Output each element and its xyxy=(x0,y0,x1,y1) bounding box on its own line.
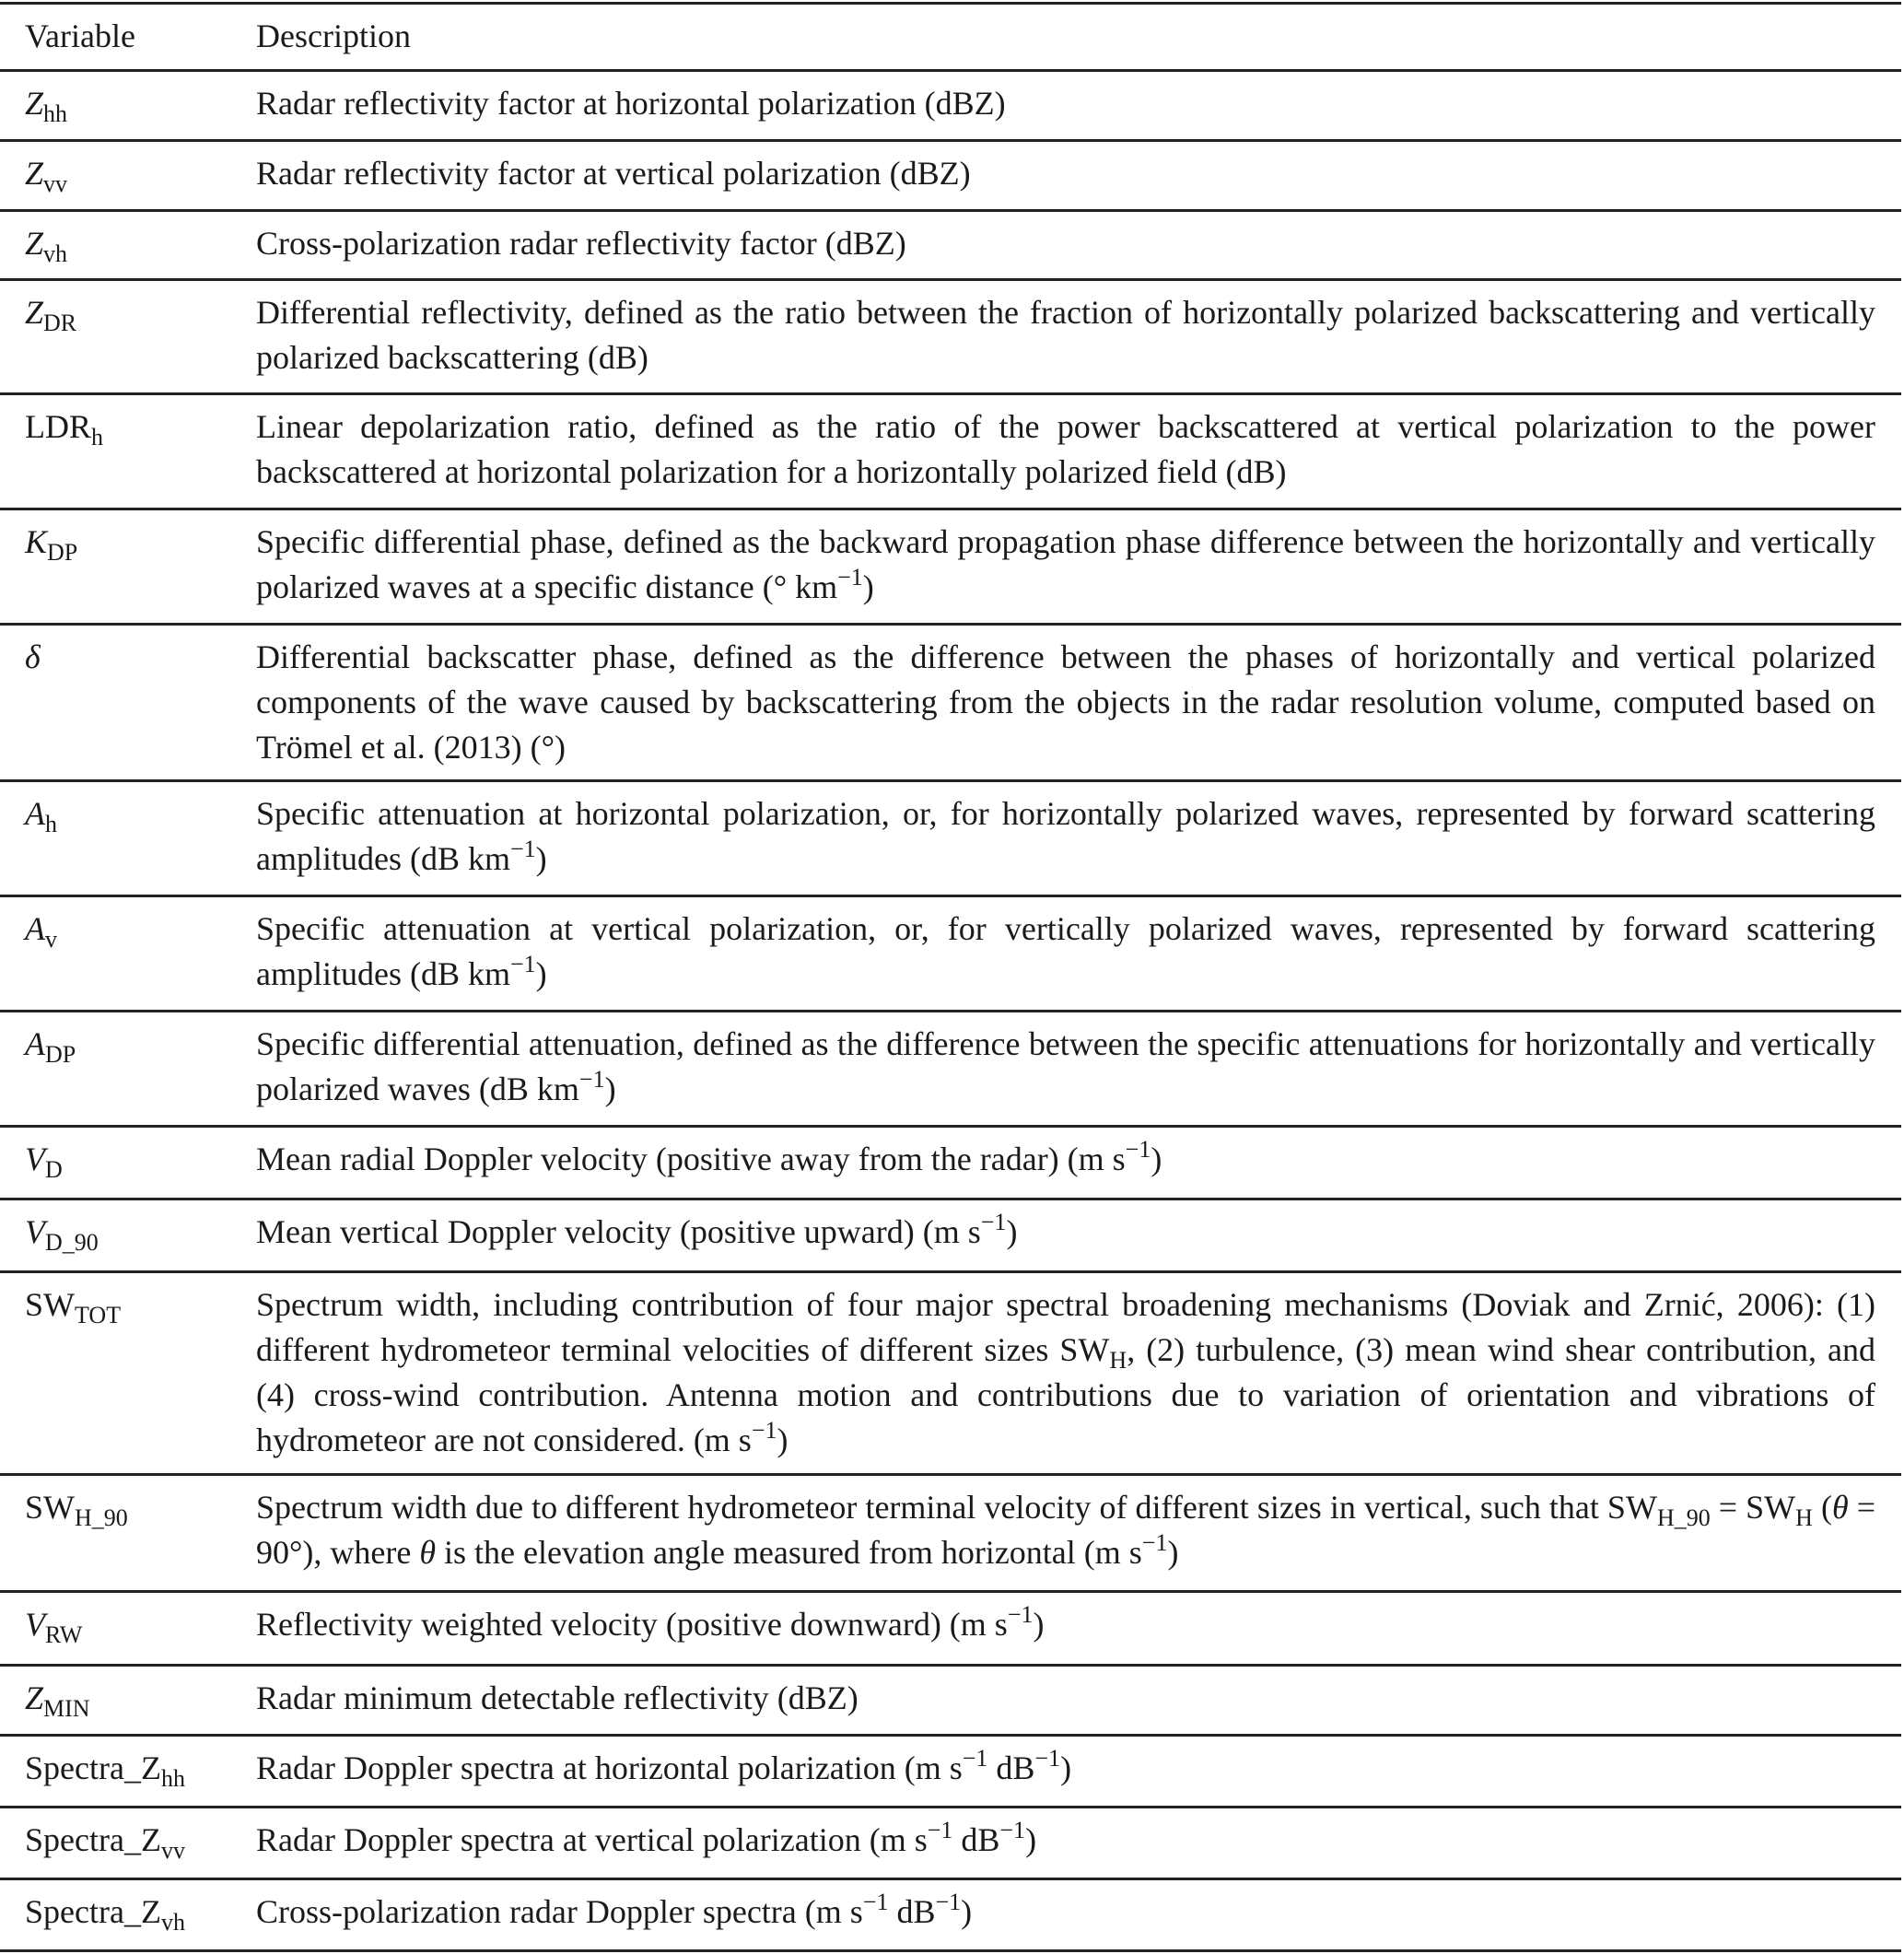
description-cell xyxy=(256,907,1901,997)
table-row xyxy=(0,212,1901,281)
variable-cell xyxy=(0,404,256,450)
variable-symbol: Spectra_Z xyxy=(25,1893,161,1930)
table-body xyxy=(0,72,1901,1952)
inline-subscript: H_90 xyxy=(1656,1504,1711,1531)
description-cell xyxy=(256,1485,1901,1575)
unit-exponent: −1 xyxy=(999,1817,1026,1843)
variable-subscript: H_90 xyxy=(75,1504,128,1531)
description-cell xyxy=(256,1210,1901,1255)
description-text: Specific differential attenuation, defined as the difference between the specific attenuations for horizontally and vertically polarized waves (dB km xyxy=(256,1025,1884,1107)
variable-subscript: TOT xyxy=(75,1302,122,1328)
variable-symbol: Z xyxy=(25,85,44,122)
description-cell xyxy=(256,1137,1901,1182)
unit-exponent: −1 xyxy=(862,1889,889,1915)
table-row xyxy=(0,1476,1901,1593)
variable-cell xyxy=(0,81,256,126)
description-text: Linear depolarization ratio, defined as the ratio of the power backscattered at vertical polarization to the power backscattered at horizontal polarization for a horizontally polarized field (dB) xyxy=(256,408,1884,490)
table-row xyxy=(0,1200,1901,1273)
unit-exponent: −1 xyxy=(509,836,536,862)
variable-cell xyxy=(0,1137,256,1182)
description-cell xyxy=(256,520,1901,610)
variable-subscript: D xyxy=(45,1156,63,1183)
description-text: ) xyxy=(604,1071,616,1107)
unit-exponent: −1 xyxy=(1141,1529,1168,1556)
description-text: ) xyxy=(535,840,547,877)
description-text: Reflectivity weighted velocity (positive downward) (m s xyxy=(256,1606,1008,1643)
variable-symbol: Z xyxy=(25,225,44,262)
table-row xyxy=(0,1667,1901,1737)
variable-symbol: Z xyxy=(25,155,44,192)
variable-subscript: h xyxy=(45,811,57,837)
unit-exponent: −1 xyxy=(980,1209,1007,1235)
variable-cell xyxy=(0,1676,256,1721)
description-text: Mean vertical Doppler velocity (positive upward) (m s xyxy=(256,1213,981,1250)
inline-subscript: H xyxy=(1795,1504,1813,1531)
variable-symbol: SW xyxy=(25,1286,75,1323)
inline-subscript: H xyxy=(1109,1347,1127,1374)
description-text: ) xyxy=(862,568,874,605)
variable-symbol: V xyxy=(25,1606,45,1643)
description-text: Specific differential phase, defined as the backward propagation phase difference between the horizontally and vertically polarized waves at a specific distance (° km xyxy=(256,523,1884,605)
unit-exponent: −1 xyxy=(751,1417,777,1444)
variable-cell xyxy=(0,1890,256,1935)
description-text: Spectrum width, including contribution of four major spectral broadening mechanisms (Doviak and Zrnić, 2006): (1) different hydrometeor terminal velocities of different sizes SW xyxy=(256,1286,1884,1368)
variable-cell xyxy=(0,635,256,680)
description-cell xyxy=(256,1746,1901,1791)
description-text: ) xyxy=(777,1422,788,1458)
description-cell xyxy=(256,151,1901,196)
table-row xyxy=(0,1737,1901,1808)
description-text: , (2) turbulence, (3) mean wind shear contribution, and (4) cross-wind contribution. Antenna motion and contributions due to variation of orientation and vibrations of hydrometeor are not considered. (m s xyxy=(256,1331,1884,1458)
description-text: dB xyxy=(888,1893,936,1930)
variable-subscript: DR xyxy=(43,310,77,336)
description-text: dB xyxy=(952,1821,1000,1858)
variable-symbol: Z xyxy=(25,1679,44,1716)
variable-cell xyxy=(0,1818,256,1863)
unit-exponent: −1 xyxy=(837,564,863,591)
description-text: Specific attenuation at horizontal polarization, or, for horizontally polarized waves, represented by forward scattering amplitudes (dB km xyxy=(256,795,1884,877)
table-row xyxy=(0,72,1901,142)
description-text: Radar reflectivity factor at vertical polarization (dBZ) xyxy=(256,155,971,192)
variable-subscript: vv xyxy=(43,170,68,197)
variable-cell xyxy=(0,1746,256,1791)
variable-symbol: SW xyxy=(25,1489,75,1526)
table-row xyxy=(0,1128,1901,1200)
description-text: Differential reflectivity, defined as the ratio between the fraction of horizontally polarized backscattering and vertically polarized backscattering (dB) xyxy=(256,294,1884,376)
unit-exponent: −1 xyxy=(1125,1136,1151,1163)
variable-cell xyxy=(0,151,256,196)
table-row xyxy=(0,1012,1901,1128)
variable-cell xyxy=(0,290,256,335)
variable-subscript: D_90 xyxy=(45,1229,99,1256)
table-row xyxy=(0,782,1901,897)
description-text: is the elevation angle measured from horizontal (m s xyxy=(436,1534,1142,1571)
table-row xyxy=(0,626,1901,782)
variable-cell xyxy=(0,1022,256,1067)
unit-exponent: −1 xyxy=(578,1066,605,1093)
table-row xyxy=(0,1808,1901,1880)
variable-symbol: Spectra_Z xyxy=(25,1821,161,1858)
unit-exponent: −1 xyxy=(962,1745,988,1772)
variables-table xyxy=(0,2,1901,1952)
description-text: ( xyxy=(1812,1489,1832,1526)
description-text: Radar minimum detectable reflectivity (dBZ) xyxy=(256,1679,859,1716)
math-symbol: θ xyxy=(419,1534,437,1571)
variable-cell xyxy=(0,1485,256,1530)
description-cell xyxy=(256,635,1901,770)
column-header-description: Description xyxy=(256,18,411,54)
variable-subscript: hh xyxy=(160,1765,185,1792)
variable-symbol: A xyxy=(25,1025,45,1062)
variable-cell xyxy=(0,1602,256,1647)
description-text: = 90°), where xyxy=(256,1489,1884,1571)
description-text: ) xyxy=(1006,1213,1018,1250)
unit-exponent: −1 xyxy=(1034,1745,1061,1772)
description-cell xyxy=(256,1818,1901,1863)
variable-subscript: DP xyxy=(45,1041,76,1068)
variable-symbol: K xyxy=(25,523,48,560)
variable-subscript: v xyxy=(45,926,57,953)
description-text: ) xyxy=(1167,1534,1179,1571)
description-text: Radar Doppler spectra at vertical polarization (m s xyxy=(256,1821,928,1858)
description-cell xyxy=(256,1890,1901,1935)
unit-exponent: −1 xyxy=(935,1889,962,1915)
description-cell xyxy=(256,290,1901,380)
description-text: Radar Doppler spectra at horizontal polarization (m s xyxy=(256,1749,963,1786)
variable-cell xyxy=(0,791,256,837)
table-header-row xyxy=(0,5,1901,72)
description-cell xyxy=(256,1602,1901,1647)
variable-cell xyxy=(0,1210,256,1255)
unit-exponent: −1 xyxy=(509,951,536,977)
description-text: Radar reflectivity factor at horizontal polarization (dBZ) xyxy=(256,85,1006,122)
description-text: ) xyxy=(1033,1606,1045,1643)
description-text: Mean radial Doppler velocity (positive away from the radar) (m s xyxy=(256,1141,1126,1177)
variable-cell xyxy=(0,520,256,565)
variable-subscript: vh xyxy=(160,1909,185,1936)
description-text: ) xyxy=(535,955,547,992)
description-text: dB xyxy=(987,1749,1035,1786)
table-row xyxy=(0,1593,1901,1667)
variable-symbol: V xyxy=(25,1213,45,1250)
variable-cell xyxy=(0,1282,256,1328)
description-text: Specific attenuation at vertical polarization, or, for vertically polarized waves, represented by forward scattering amplitudes (dB km xyxy=(256,910,1884,992)
description-text: ) xyxy=(961,1893,973,1930)
description-text: Cross-polarization radar Doppler spectra (m s xyxy=(256,1893,863,1930)
description-cell xyxy=(256,221,1901,266)
math-symbol: θ xyxy=(1831,1489,1849,1526)
unit-exponent: −1 xyxy=(1007,1601,1034,1628)
description-cell xyxy=(256,1676,1901,1721)
variable-subscript: h xyxy=(91,424,103,450)
description-cell xyxy=(256,1282,1901,1463)
table-row xyxy=(0,142,1901,212)
variable-symbol: δ xyxy=(25,638,41,675)
table-row xyxy=(0,395,1901,510)
table-row xyxy=(0,510,1901,626)
variable-symbol: LDR xyxy=(25,408,91,445)
unit-exponent: −1 xyxy=(927,1817,953,1843)
table-row xyxy=(0,897,1901,1012)
variable-symbol: V xyxy=(25,1141,45,1177)
variable-cell xyxy=(0,907,256,952)
variable-symbol: A xyxy=(25,795,45,832)
variable-symbol: Spectra_Z xyxy=(25,1749,161,1786)
description-text: ) xyxy=(1025,1821,1037,1858)
variable-subscript: DP xyxy=(47,539,78,566)
variable-subscript: vh xyxy=(43,240,68,267)
description-text: Spectrum width due to different hydrometeor terminal velocity of different sizes in vertical, such that SW xyxy=(256,1489,1657,1526)
description-text: Cross-polarization radar reflectivity factor (dBZ) xyxy=(256,225,906,262)
variable-symbol: A xyxy=(25,910,45,947)
variable-subscript: hh xyxy=(43,100,68,127)
variable-subscript: vv xyxy=(160,1837,185,1864)
table-row xyxy=(0,281,1901,395)
variable-symbol: Z xyxy=(25,294,44,331)
description-text: = SW xyxy=(1710,1489,1796,1526)
description-text: ) xyxy=(1151,1141,1162,1177)
variable-cell xyxy=(0,221,256,266)
description-text: ) xyxy=(1060,1749,1072,1786)
variable-subscript: MIN xyxy=(43,1695,90,1722)
table-row xyxy=(0,1880,1901,1952)
description-cell xyxy=(256,404,1901,495)
table-row xyxy=(0,1273,1901,1476)
description-cell xyxy=(256,1022,1901,1112)
description-cell xyxy=(256,791,1901,882)
description-text: Differential backscatter phase, defined as the difference between the phases of horizontally and vertical polarized components of the wave caused by backscattering from the objects in the radar resolution volume, computed based on Trömel et al. (2013) (°) xyxy=(256,638,1884,766)
variable-subscript: RW xyxy=(45,1621,83,1648)
description-cell xyxy=(256,81,1901,126)
column-header-variable: Variable xyxy=(25,18,135,54)
